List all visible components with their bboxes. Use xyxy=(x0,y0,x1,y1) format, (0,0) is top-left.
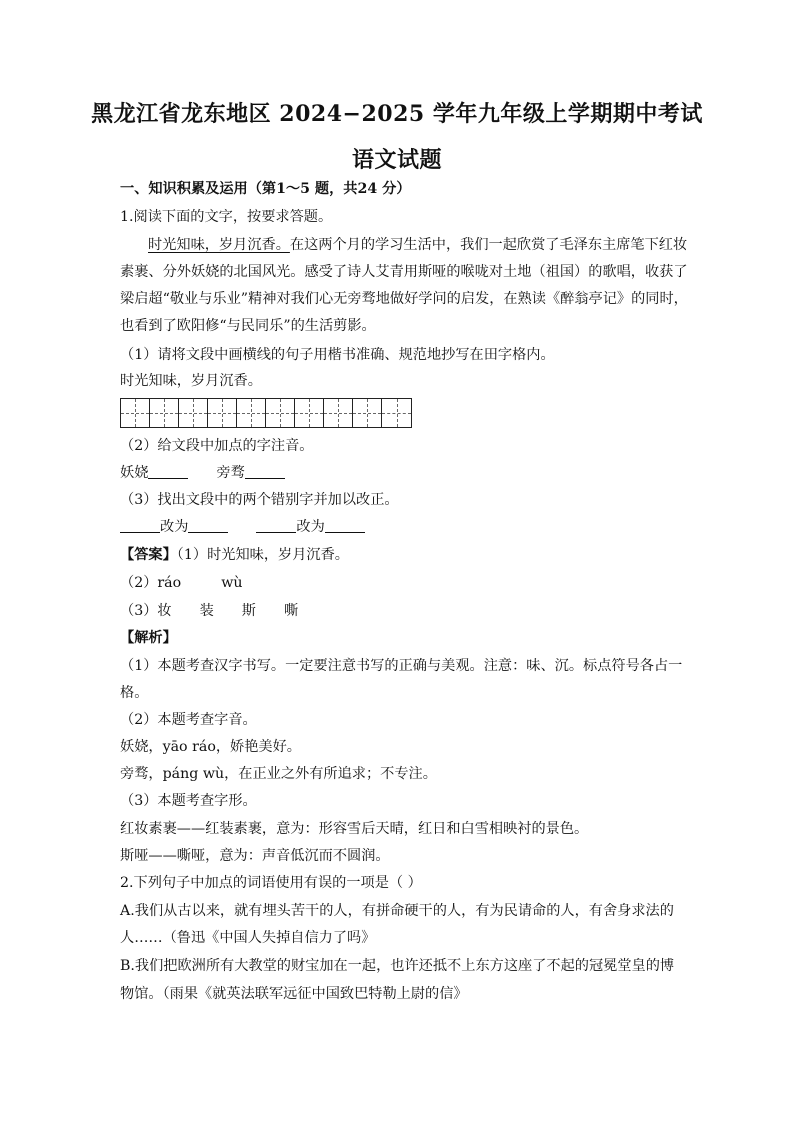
tianzige-grid xyxy=(120,398,412,428)
answer-blank[interactable] xyxy=(148,464,188,479)
answer-blank[interactable] xyxy=(256,518,296,533)
analysis-label: 【解析】 xyxy=(120,630,177,646)
option-a-line-2: 人……（鲁迅《中国人失掉自信力了吗》 xyxy=(120,930,376,946)
answer-line-3: （3）妆 装 斯 嘶 xyxy=(120,603,299,619)
grid-cell xyxy=(382,399,411,427)
copy-sentence: 时光知味，岁月沉香。 xyxy=(120,373,262,389)
option-b-line-1: B.我们把欧洲所有大教堂的财宝加在一起，也许还抵不上东方这座了不起的冠冕堂皇的博 xyxy=(120,958,675,974)
section-heading: 一、知识积累及运用（第1～5 题，共24 分） xyxy=(120,181,411,197)
grid-cell xyxy=(208,399,237,427)
grid-cell xyxy=(353,399,382,427)
answer-line-2: （2）ráo wù xyxy=(120,575,243,591)
exam-title: 黑龙江省龙东地区 2024−2025 学年九年级上学期期中考试 xyxy=(91,101,703,127)
grid-cell xyxy=(237,399,266,427)
question-1-prompt: 1.阅读下面的文字，按要求答题。 xyxy=(120,209,333,225)
analysis-3-b: 斯哑——嘶哑，意为：声音低沉而不圆润。 xyxy=(120,848,390,864)
option-a-line-1: A.我们从古以来，就有埋头苦干的人，有拼命硬干的人，有为民请命的人，有舍身求法的 xyxy=(120,903,674,919)
grid-cell xyxy=(179,399,208,427)
option-b-line-2: 物馆。（雨果《就英法联军远征中国致巴特勒上尉的信》 xyxy=(120,986,468,1002)
analysis-2: （2）本题考查字音。 xyxy=(120,712,257,728)
grid-cell xyxy=(324,399,353,427)
analysis-2-a: 妖娆，yāo ráo，娇艳美好。 xyxy=(120,739,301,755)
pinyin-blanks: 妖娆 旁骛 xyxy=(120,464,285,482)
passage-line-2: 素裹、分外妖娆的北国风光。感受了诗人艾青用斯哑的喉咙对土地（祖国）的歌唱，收获了 xyxy=(120,264,688,280)
grid-cell xyxy=(121,399,150,427)
sub-question-1: （1）请将文段中画横线的句子用楷书准确、规范地抄写在田字格内。 xyxy=(120,347,555,363)
grid-cell xyxy=(266,399,295,427)
correction-blanks: 改为 改为 xyxy=(120,518,365,536)
passage-line-4: 也看到了欧阳修“与民同乐”的生活剪影。 xyxy=(120,318,376,334)
underlined-sentence: 时光知味，岁月沉香。 xyxy=(148,237,290,253)
passage-line-3: 梁启超“敬业与乐业”精神对我们心无旁骛地做好学问的启发，在熟读《醉翁亭记》的同时， xyxy=(120,291,688,307)
analysis-1-line-1: （1）本题考查汉字书写。一定要注意书写的正确与美观。注意：味、沉。标点符号各占一 xyxy=(120,658,683,674)
grid-cell xyxy=(295,399,324,427)
grid-cell xyxy=(150,399,179,427)
question-2-prompt: 2.下列句子中加点的词语使用有误的一项是（ ） xyxy=(120,875,422,891)
answer-blank[interactable] xyxy=(245,464,285,479)
analysis-3: （3）本题考查字形。 xyxy=(120,793,257,809)
analysis-3-a: 红妆素裹——红装素裹，意为：形容雪后天晴，红日和白雪相映衬的景色。 xyxy=(120,821,589,837)
answer-blank[interactable] xyxy=(188,518,228,533)
exam-subtitle: 语文试题 xyxy=(351,147,442,173)
passage-line-1: 时光知味，岁月沉香。在这两个月的学习生活中，我们一起欣赏了毛泽东主席笔下红妆 xyxy=(148,237,688,253)
answer-blank[interactable] xyxy=(325,518,365,533)
analysis-1-line-2: 格。 xyxy=(120,685,149,701)
sub-question-2: （2）给文段中加点的字注音。 xyxy=(120,438,314,454)
answer-line-1: 【答案】（1）时光知味，岁月沉香。 xyxy=(120,547,349,563)
answer-label: 【答案】 xyxy=(120,547,177,563)
analysis-2-b: 旁骛，páng wù，在正业之外有所追求；不专注。 xyxy=(120,766,437,782)
answer-blank[interactable] xyxy=(120,518,160,533)
sub-question-3: （3）找出文段中的两个错别字并加以改正。 xyxy=(120,492,399,508)
